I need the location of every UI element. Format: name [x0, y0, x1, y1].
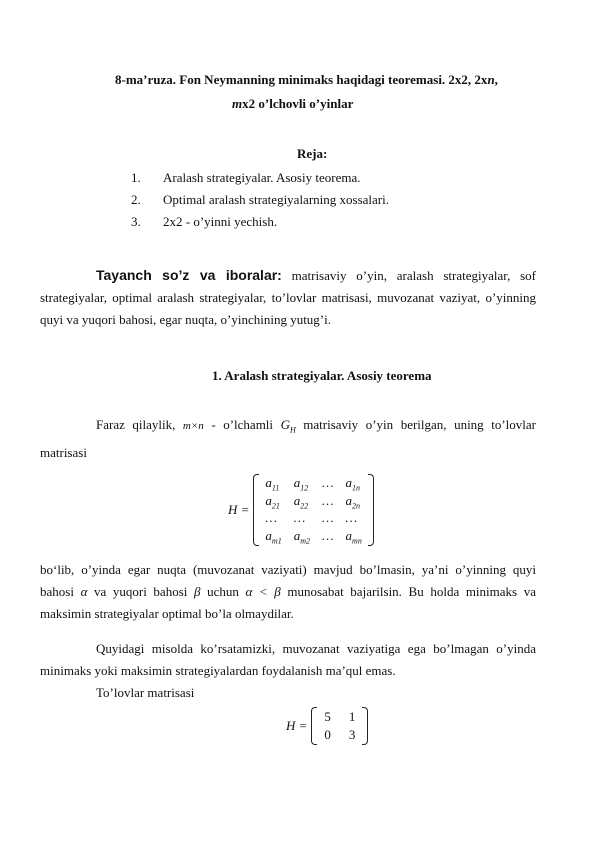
matrix-row [259, 510, 367, 528]
plan-item [131, 214, 389, 236]
keywords-label: Tayanch so’z va iboralar: [96, 267, 282, 283]
matrix-cell: $a_{21}$ [265, 492, 280, 511]
plan-item-text: 2x2 - o’yinni yechish. [163, 214, 278, 229]
text: munosabat bajarilsin. Bu holda minimaks va maksimin strategiyalar optimal bo’la olmaydilar. [40, 584, 536, 621]
plan-item [131, 170, 389, 192]
title-rest: x2 o’lchovli o’yinlar [242, 96, 354, 111]
math-alpha: α [80, 584, 88, 599]
math-beta: β [193, 584, 201, 599]
plan-list [131, 170, 389, 236]
lecture-title-line1 [115, 72, 555, 88]
plan-item-text: Aralash strategiyalar. Asosiy teorema. [163, 170, 361, 185]
matrix-cell: … [321, 492, 334, 508]
matrix-row [259, 493, 367, 511]
text: Faraz qilaylik, [96, 417, 183, 432]
matrix-table [315, 708, 364, 744]
title-m: m [232, 96, 243, 111]
keywords-text: matrisaviy o’yin, aralash strategiyalar, sof strategiyalar, optimal aralash strategiyalar, to’lovlar matrisasi, muvozanat vaziyat, o’yinning quyi va yuqori bahosi, egar nuqta, o’yinchining yutug’i. [40, 268, 536, 327]
plan-item-number: 3. [131, 214, 141, 229]
matrix-row [259, 475, 367, 493]
math-g-subscript: H [289, 425, 296, 435]
matrix-cell: 3 [348, 727, 356, 742]
matrix-cell: … [321, 475, 334, 490]
right-bracket [368, 474, 374, 546]
matrix-cell: $a_{22}$ [293, 492, 309, 511]
matrix-body [311, 707, 368, 745]
lecture-title-line2 [232, 96, 353, 112]
matrix-h-example [286, 707, 368, 745]
matrix-table [259, 475, 367, 545]
paragraph-payoff-label: To’lovlar matrisasi [96, 685, 195, 700]
section-heading: 1. Aralash strategiyalar. Asosiy teorema [212, 368, 432, 383]
matrix-cell: … [265, 510, 277, 526]
matrix-cell: … [293, 510, 306, 526]
text: bo‘lib, o’yinda egar nuqta (muvozanat vaziyati) mavjud bo’lmasin, ya’ni o’yinning quyi bahosi [40, 562, 536, 599]
matrix-cell: $a_{11}$ [265, 475, 280, 493]
matrix-cell: 0 [324, 727, 331, 742]
right-bracket [362, 707, 368, 745]
matrix-lhs: H = [286, 718, 308, 733]
title-comma: , [494, 72, 498, 87]
matrix-cell: … [321, 527, 334, 543]
paragraph-intro [40, 414, 536, 464]
matrix-cell: $a_{m1}$ [265, 527, 282, 546]
plan-heading: Reja: [297, 146, 328, 161]
matrix-cell: $a_{2n}$ [345, 492, 361, 511]
matrix-cell: 1 [348, 709, 356, 724]
math-mn: m×n [182, 420, 204, 432]
matrix-cell: $a_{1n}$ [345, 475, 361, 493]
title-n: n [487, 72, 495, 87]
plan-item [131, 192, 389, 214]
left-bracket [253, 474, 259, 546]
text: - o’lchamli [203, 417, 281, 432]
paragraph-saddle [40, 559, 536, 625]
matrix-cell: 5 [324, 709, 331, 724]
paragraph-example: Quyidagi misolda ko’rsatamizki, muvozanat vaziyatiga ega bo’lmagan o’yinda minimaks yoki maksimin strategiyalardan foydalanish ma’qul emas. [40, 641, 536, 678]
matrix-lhs: H = [228, 502, 250, 518]
title-text: 8-ma’ruza. Fon Neymanning minimaks haqidagi teoremasi. 2x2, 2x [115, 72, 488, 87]
plan-item-number: 2. [131, 192, 141, 207]
matrix-row [315, 726, 364, 744]
text: va yuqori bahosi [87, 584, 194, 599]
text: uchun [200, 584, 246, 599]
matrix-cell: $a_{12}$ [293, 475, 309, 493]
matrix-cell: $a_{m2}$ [293, 527, 310, 546]
matrix-row [259, 528, 367, 546]
matrix-cell: … [321, 510, 334, 526]
matrix-body [253, 474, 373, 546]
matrix-h-general [228, 474, 374, 546]
math-g: G [280, 417, 290, 432]
matrix-cell: … [345, 510, 358, 526]
matrix-cell: $a_{mn}$ [345, 527, 362, 546]
math-inequality: α < β [245, 584, 281, 599]
plan-item-number: 1. [131, 170, 141, 185]
matrix-row [315, 708, 364, 726]
keywords-paragraph [40, 264, 536, 331]
left-bracket [311, 707, 317, 745]
plan-item-text: Optimal aralash strategiyalarning xossalari. [163, 192, 389, 207]
text: matrisaviy o’yin berilgan, uning to’lovlar matrisasi [40, 417, 536, 460]
